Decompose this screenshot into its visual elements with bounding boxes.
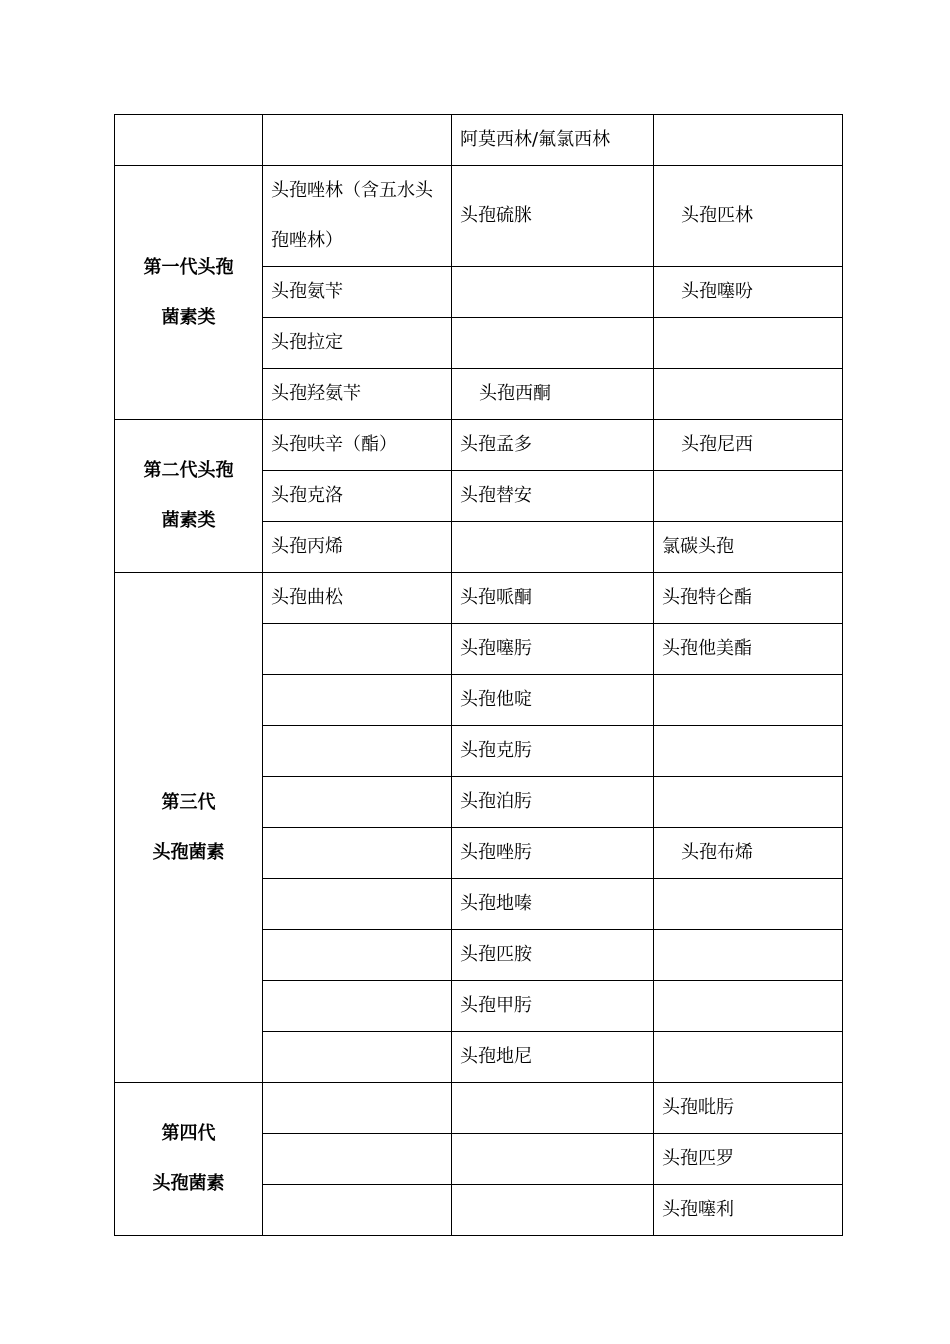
table-cell xyxy=(263,624,452,675)
table-cell: 头孢氨苄 xyxy=(263,267,452,318)
table-cell: 头孢噻肟 xyxy=(452,624,654,675)
table-cell: 头孢硫脒 xyxy=(452,166,654,267)
group-label-line: 头孢菌素 xyxy=(152,841,225,863)
table-cell xyxy=(654,879,843,930)
group-label-gen3 xyxy=(115,573,263,1083)
table-cell xyxy=(263,1134,452,1185)
table-cell: 头孢泊肟 xyxy=(452,777,654,828)
table-cell: 头孢匹林 xyxy=(654,166,843,267)
table-cell: 头孢他美酯 xyxy=(654,624,843,675)
table-cell: 头孢羟氨苄 xyxy=(263,369,452,420)
table-cell: 头孢克洛 xyxy=(263,471,452,522)
table-cell xyxy=(654,675,843,726)
table-cell: 头孢曲松 xyxy=(263,573,452,624)
group-label-line: 第三代 xyxy=(161,791,216,813)
table-cell: 头孢唑林（含五水头孢唑林） xyxy=(263,166,452,267)
table-cell: 氯碳头孢 xyxy=(654,522,843,573)
table-cell: 头孢西酮 xyxy=(452,369,654,420)
group-label-line: 菌素类 xyxy=(161,510,216,531)
table-cell xyxy=(452,1134,654,1185)
table-cell: 头孢尼西 xyxy=(654,420,843,471)
table-cell xyxy=(654,471,843,522)
table-cell: 头孢布烯 xyxy=(654,828,843,879)
table-cell xyxy=(263,1083,452,1134)
antibiotic-table xyxy=(114,114,843,1236)
table-cell xyxy=(263,726,452,777)
table-cell: 头孢甲肟 xyxy=(452,981,654,1032)
table-row xyxy=(115,573,843,624)
group-label-gen2 xyxy=(115,420,263,573)
table-cell: 头孢匹胺 xyxy=(452,930,654,981)
table-cell xyxy=(263,828,452,879)
table-cell: 头孢噻吩 xyxy=(654,267,843,318)
table-cell xyxy=(263,777,452,828)
table-cell: 头孢地尼 xyxy=(452,1032,654,1083)
table-cell xyxy=(452,1185,654,1236)
table-cell: 头孢丙烯 xyxy=(263,522,452,573)
table-cell: 头孢特仑酯 xyxy=(654,573,843,624)
table-row xyxy=(115,115,843,166)
table-cell xyxy=(263,930,452,981)
table-cell xyxy=(654,115,843,166)
table-cell: 头孢克肟 xyxy=(452,726,654,777)
table-cell xyxy=(654,369,843,420)
group-label-line: 第一代头孢 xyxy=(143,256,234,278)
table-cell xyxy=(452,522,654,573)
table-cell xyxy=(654,930,843,981)
table-cell: 头孢地嗪 xyxy=(452,879,654,930)
table-cell xyxy=(654,777,843,828)
table-cell: 头孢噻利 xyxy=(654,1185,843,1236)
table-cell xyxy=(654,981,843,1032)
table-cell xyxy=(452,1083,654,1134)
table-cell: 头孢呋辛（酯） xyxy=(263,420,452,471)
table-cell xyxy=(115,115,263,166)
table-cell xyxy=(263,879,452,930)
table-row xyxy=(115,1083,843,1134)
group-label-line: 第四代 xyxy=(161,1123,216,1144)
table-cell xyxy=(263,675,452,726)
table-cell xyxy=(263,981,452,1032)
table-cell: 头孢匹罗 xyxy=(654,1134,843,1185)
table-cell: 头孢他啶 xyxy=(452,675,654,726)
table-cell xyxy=(263,1032,452,1083)
table-cell xyxy=(452,267,654,318)
table-cell: 头孢拉定 xyxy=(263,318,452,369)
group-label-line: 第二代头孢 xyxy=(143,460,234,481)
table-cell: 头孢哌酮 xyxy=(452,573,654,624)
group-label-gen4 xyxy=(115,1083,263,1236)
group-label-gen1 xyxy=(115,166,263,420)
table-cell xyxy=(263,115,452,166)
group-label-line: 头孢菌素 xyxy=(152,1173,225,1194)
table-row xyxy=(115,420,843,471)
group-label-line: 菌素类 xyxy=(161,306,216,328)
table-cell xyxy=(654,318,843,369)
table-cell xyxy=(654,1032,843,1083)
table-cell: 头孢唑肟 xyxy=(452,828,654,879)
table-cell: 阿莫西林/氟氯西林 xyxy=(452,115,654,166)
table-cell xyxy=(654,726,843,777)
table-cell: 头孢替安 xyxy=(452,471,654,522)
table-cell: 头孢孟多 xyxy=(452,420,654,471)
table-row xyxy=(115,166,843,267)
table-cell xyxy=(263,1185,452,1236)
table-cell: 头孢吡肟 xyxy=(654,1083,843,1134)
table-cell xyxy=(452,318,654,369)
